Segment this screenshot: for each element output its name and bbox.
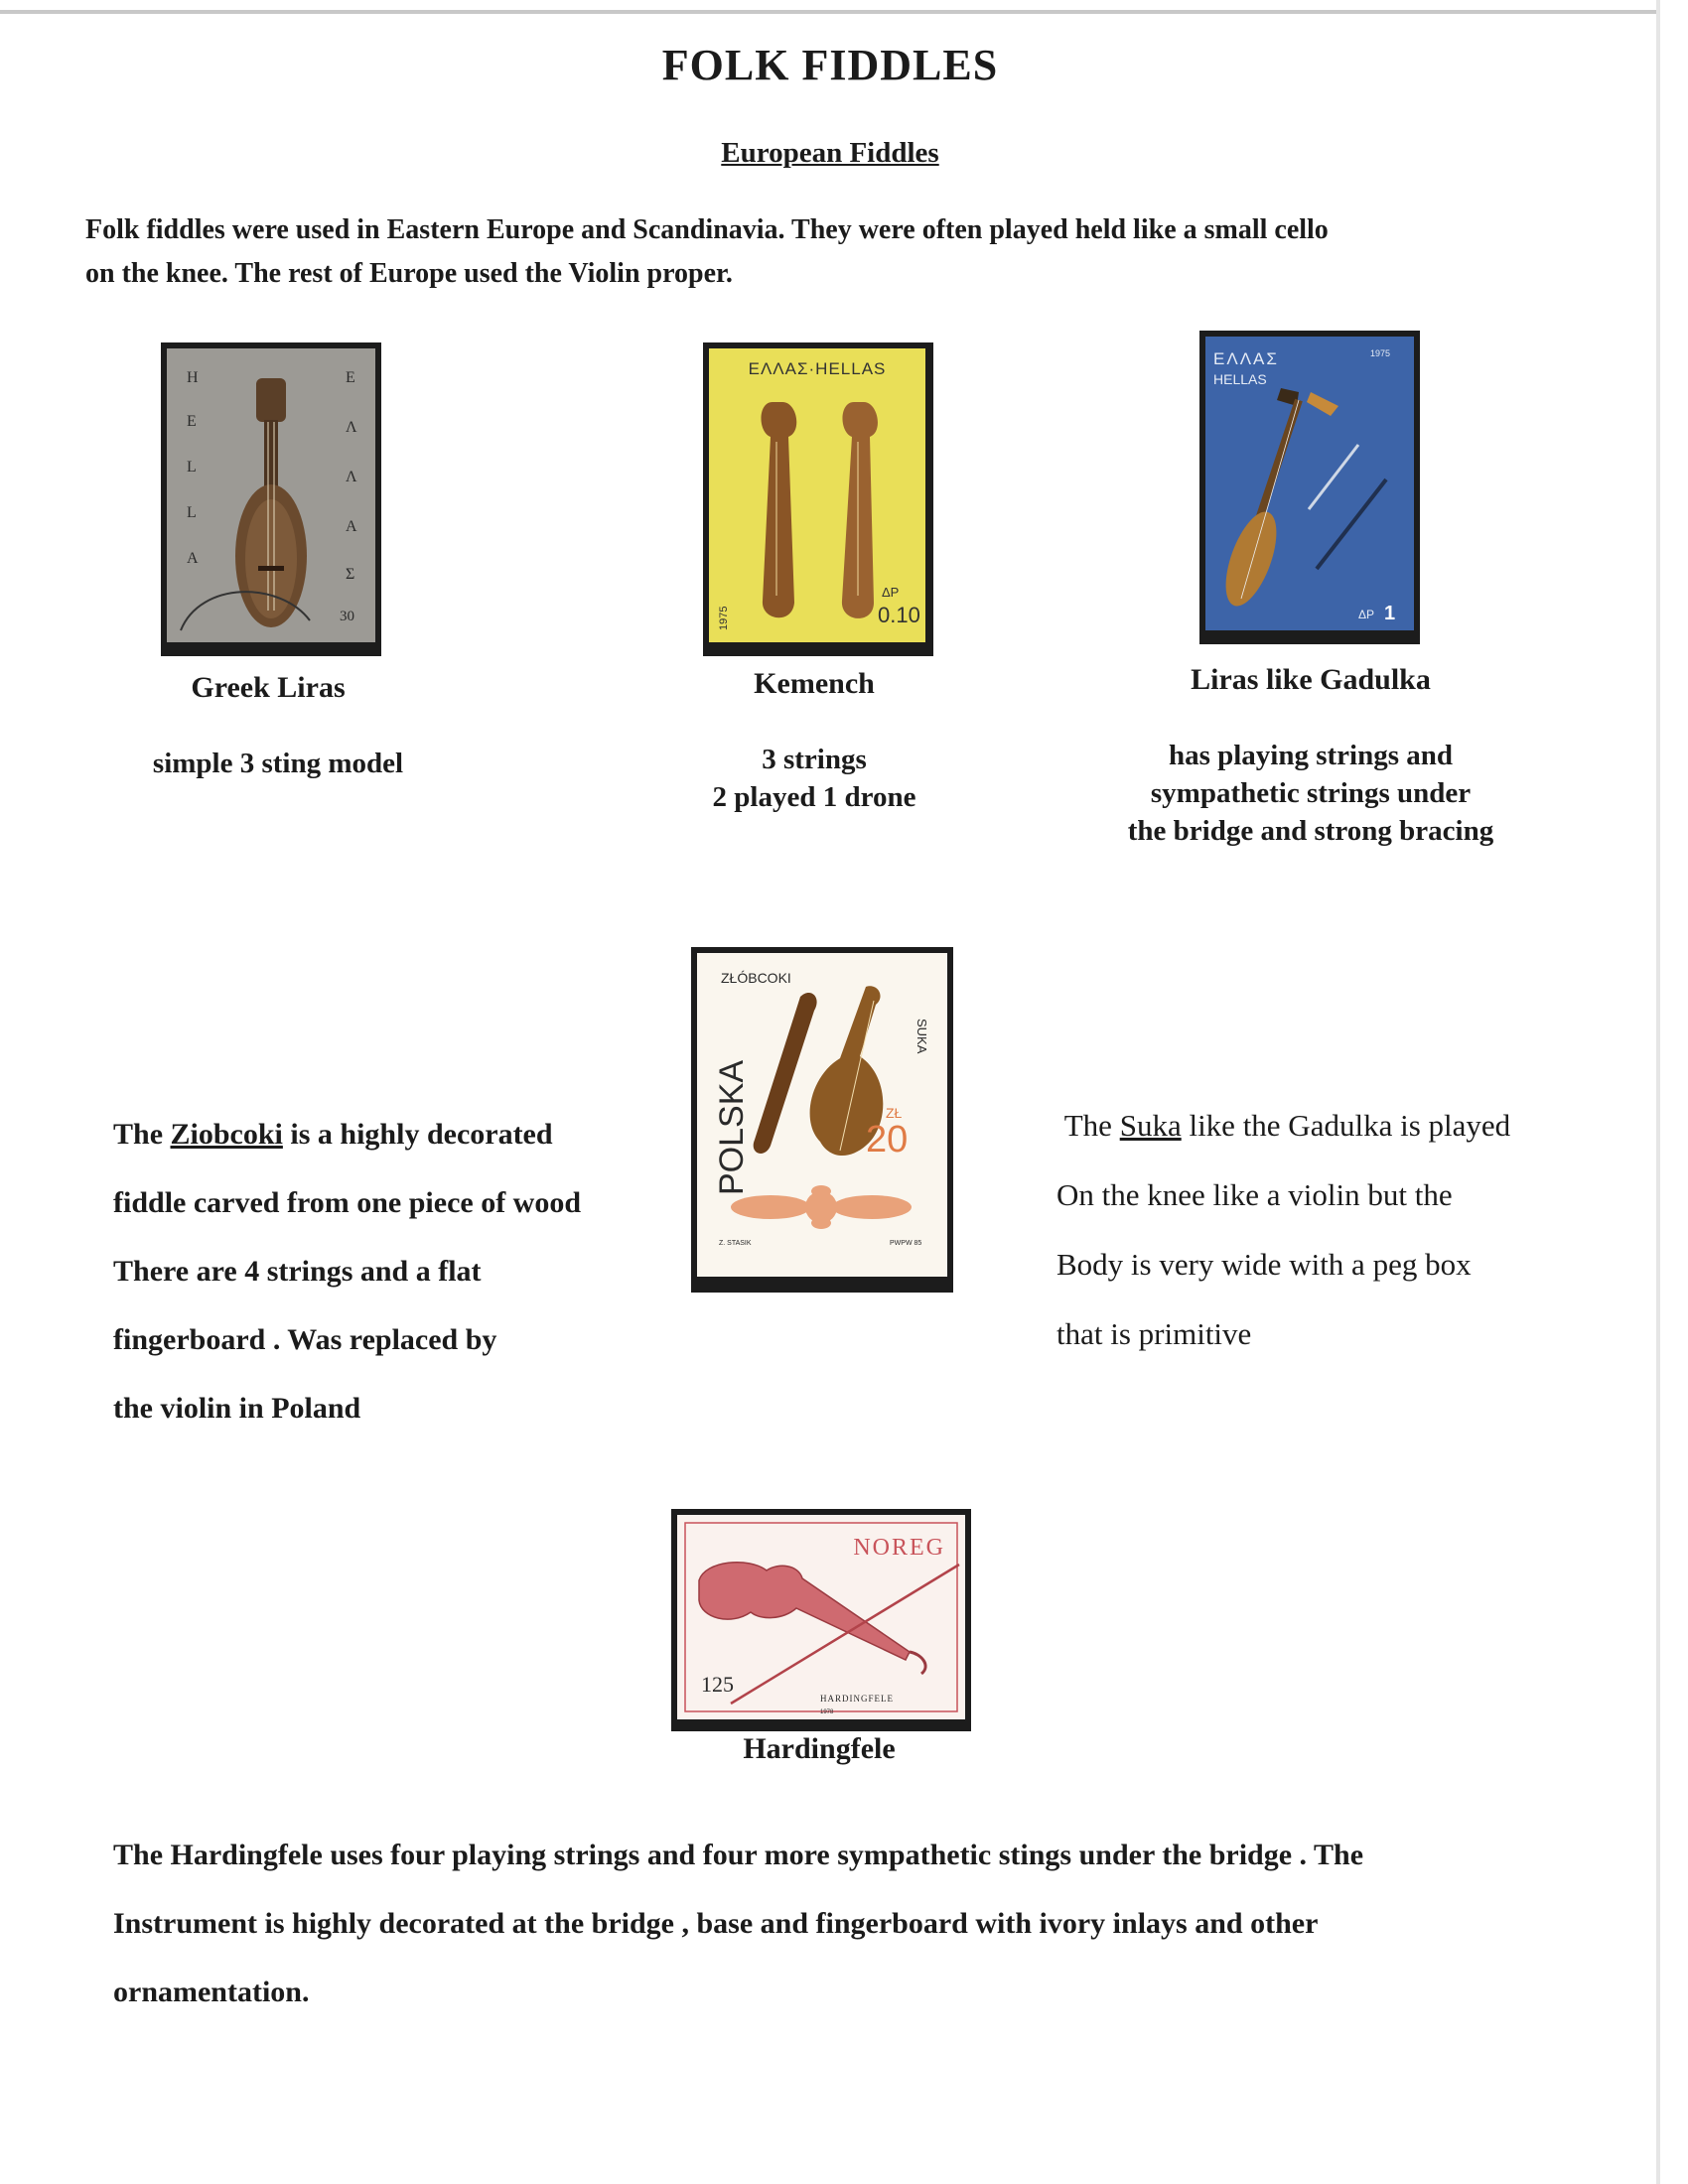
gadulka-description: [1102, 737, 1519, 850]
description-line: sympathetic strings under: [1150, 777, 1472, 809]
paragraph-line: There are 4 strings and a flat: [113, 1255, 482, 1288]
gadulka-stamp-art: [1199, 331, 1420, 644]
greek-liras-description: [129, 745, 427, 782]
page-subtitle: European Fiddles: [721, 137, 939, 169]
page-title: FOLK FIDDLES: [661, 41, 999, 89]
paragraph-line: The Suka like the Gadulka is played: [1063, 1108, 1511, 1143]
stamp-currency: ΔΡ: [882, 585, 900, 600]
stamp-value: 1: [1384, 603, 1396, 624]
polska-stamp-art: [691, 947, 953, 1293]
paragraph-line: On the knee like a violin but the: [1056, 1177, 1453, 1212]
stamp-year: 1978: [820, 1709, 834, 1715]
stamp-country: POLSKA: [713, 1059, 751, 1195]
suka-name: Suka: [1119, 1108, 1182, 1143]
stamp-right-letter: Λ: [346, 469, 357, 485]
description-line: 2 played 1 drone: [712, 781, 916, 813]
stamp-left-letter: H: [187, 369, 199, 386]
paragraph-line: Body is very wide with a peg box: [1056, 1247, 1472, 1282]
page-right-edge: [1656, 0, 1660, 2184]
paragraph-line: fingerboard . Was replaced by: [113, 1323, 497, 1356]
intro-line: Folk fiddles were used in Eastern Europe and Scandinavia. They were often played held like a small cello: [85, 214, 1329, 245]
page-top-edge: [0, 10, 1660, 14]
paragraph-line: The Hardingfele uses four playing strings and four more sympathetic stings under the bridge . The: [113, 1839, 1364, 1871]
stamp-year: 1975: [1370, 348, 1391, 358]
stamp-currency: ZŁ: [886, 1105, 903, 1121]
paragraph-line: Instrument is highly decorated at the bridge , base and fingerboard with ivory inlays and other: [113, 1907, 1319, 1940]
stamp-left-letter: E: [187, 413, 197, 430]
stamp-value: 125: [701, 1672, 734, 1697]
paragraph-line: that is primitive: [1056, 1316, 1252, 1351]
description-line: 3 strings: [762, 744, 867, 775]
stamp-country-latin: HELLAS: [1213, 371, 1267, 387]
stamp-name: HARDINGFELE: [820, 1694, 894, 1704]
ziobcoki-name: Ziobcoki: [170, 1118, 283, 1151]
stamp-value: 30: [340, 609, 354, 624]
stamp-polska-ziobcoki: [691, 947, 953, 1293]
intro-paragraph: [85, 208, 1615, 296]
hardingfele-stamp-art: [671, 1509, 971, 1731]
stamp-hardingfele: [671, 1509, 971, 1731]
stamp-title: ZŁÓBCOKI: [721, 970, 791, 986]
kemench-stamp-art: [703, 342, 933, 656]
greek-liras-stamp-art: [161, 342, 381, 656]
paragraph-line: The Ziobcoki is a highly decorated: [113, 1118, 553, 1151]
description-line: the bridge and strong bracing: [1127, 815, 1494, 847]
kemench-caption: Kemench: [754, 667, 875, 700]
stamp-gadulka: [1199, 331, 1420, 644]
suka-paragraph: [1056, 1075, 1613, 1384]
stamp-country-greek: ΕΛΛΑΣ: [1213, 349, 1279, 368]
stamp-right-letter: Λ: [346, 419, 357, 436]
stamp-greek-liras: [161, 342, 381, 656]
stamp-right-letter: E: [346, 369, 355, 386]
description-line: simple 3 sting model: [152, 748, 404, 779]
stamp-printer: PWPW 85: [890, 1240, 922, 1247]
hardingfele-paragraph: [113, 1806, 1622, 2041]
stamp-currency: ΔΡ: [1358, 608, 1375, 621]
description-line: has playing strings and: [1168, 740, 1454, 771]
stamp-kemench: [703, 342, 933, 656]
stamp-left-letter: L: [187, 504, 197, 521]
stamp-value: 0.10: [878, 603, 920, 627]
stamp-year: 1975: [718, 606, 730, 630]
hardingfele-caption: Hardingfele: [743, 1732, 896, 1765]
stamp-left-letter: A: [187, 550, 199, 567]
kemench-description: [635, 741, 993, 816]
stamp-country: NOREG: [853, 1535, 945, 1561]
paragraph-line: fiddle carved from one piece of wood: [113, 1186, 582, 1219]
intro-line: on the knee. The rest of Europe used the Violin proper.: [85, 258, 733, 289]
paragraph-line: the violin in Poland: [113, 1392, 361, 1425]
stamp-country: ΕΛΛΑΣ·HELLAS: [748, 359, 887, 378]
stamp-right-letter: Σ: [346, 566, 355, 583]
stamp-value: 20: [866, 1119, 909, 1160]
gadulka-caption: Liras like Gadulka: [1191, 663, 1431, 696]
stamp-left-letter: L: [187, 459, 197, 476]
stamp-side-label: SUKA: [914, 1019, 929, 1054]
greek-liras-caption: Greek Liras: [191, 671, 346, 704]
stamp-right-letter: Α: [346, 518, 357, 535]
stamp-artist: Z. STASIK: [719, 1240, 752, 1247]
paragraph-line: ornamentation.: [113, 1976, 310, 2008]
ziobcoki-paragraph: [113, 1085, 669, 1457]
